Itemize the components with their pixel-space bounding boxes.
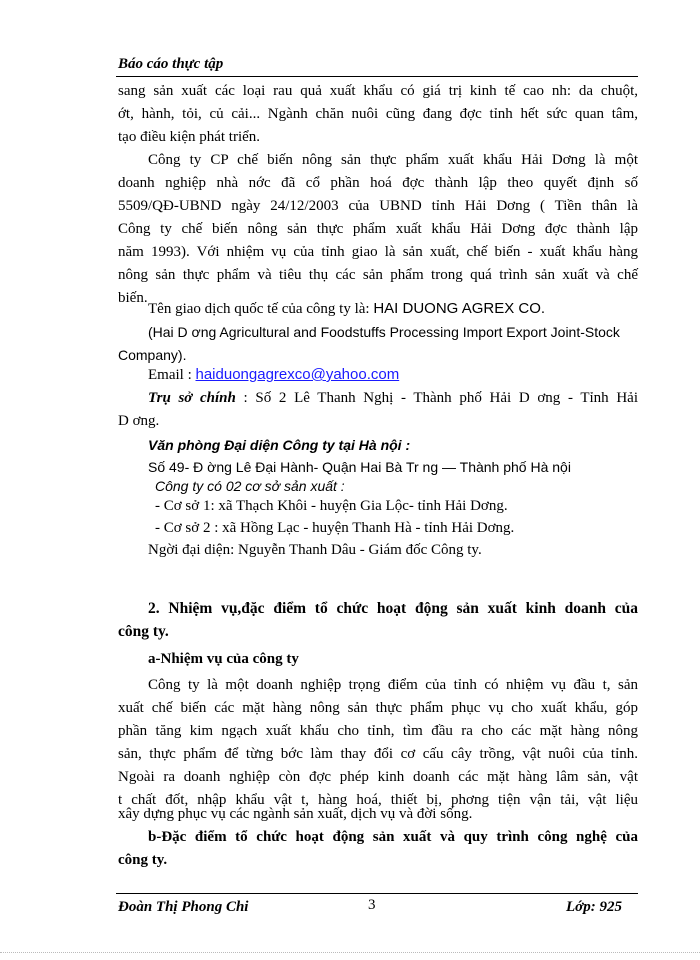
company-line-7: biến. — [118, 290, 148, 306]
footer-page-number: 3 — [368, 897, 376, 913]
sub-a-line-4: sản, thực phẩm để từng bớc làm thay đổi cơ cấu cây trồng, vật nuôi của tỉnh. — [118, 746, 638, 762]
sub-a-line-5: Ngoài ra doanh nghiệp còn đợc phép kinh doanh các mặt hàng lâm sản, vật — [118, 769, 638, 785]
header-title: Báo cáo thực tập — [118, 56, 224, 72]
email-label: Email : — [148, 367, 196, 383]
section-2-heading-line-2: công ty. — [118, 623, 169, 640]
head-office-address: : Số 2 Lê Thanh Nghị - Thành phố Hải D ơng - Tỉnh Hải — [235, 390, 638, 406]
facility-2: - Cơ sở 2 : xã Hồng Lạc - huyện Thanh Hà - tỉnh Hải Dơng. — [155, 520, 515, 536]
company-line-1: Công ty CP chế biến nông sản thực phẩm xuất khẩu Hải Dơng là một — [148, 152, 638, 168]
intro-line-2: ớt, hành, tỏi, củ cải... Ngành chăn nuôi cũng đang đợc tỉnh hết sức quan tâm, — [118, 106, 638, 122]
trade-name-label: Tên giao dịch quốc tế của công ty là: — [148, 301, 374, 317]
sub-b-title-line-1: b-Đặc điểm tổ chức hoạt động sản xuất và quy trình công nghệ của — [148, 829, 638, 845]
facilities-title: Công ty có 02 cơ sở sản xuất : — [155, 478, 345, 494]
head-office-line-1 — [148, 389, 638, 407]
footer-class: Lớp: 925 — [566, 899, 622, 915]
sub-a-line-6: t chất đốt, nhập khẩu vật t, hàng hoá, thiết bị, phơng tiện vận tải, vật liệu — [118, 792, 638, 808]
trade-name-line — [148, 300, 545, 318]
company-line-3: 5509/QĐ-UBND ngày 24/12/2003 của UBND tỉnh Hải Dơng ( Tiền thân là — [118, 198, 638, 214]
hanoi-office-address: Số 49- Đ ờng Lê Đại Hành- Quận Hai Bà Tr ng — Thành phố Hà nội — [148, 459, 571, 475]
company-line-6: nông sản thực phẩm và tiêu thụ các sản phẩm trong quá trình sản xuất và chế — [118, 267, 638, 283]
email-line — [148, 366, 399, 384]
sub-a-title: a-Nhiệm vụ của công ty — [148, 651, 299, 667]
sub-a-line-2: xuất chế biến các mặt hàng nông sản thực phẩm phục vụ cho xuất khẩu, góp — [118, 700, 638, 716]
footer-author: Đoàn Thị Phong Chi — [118, 899, 249, 915]
intro-line-3: tạo điều kiện phát triển. — [118, 129, 261, 145]
section-2-heading-line-1: 2. Nhiệm vụ,đặc điểm tổ chức hoạt động sản xuất kinh doanh của — [148, 600, 638, 617]
sub-b-title-line-2: công ty. — [118, 852, 168, 868]
footer-rule — [116, 893, 638, 894]
english-name-line-2: Company). — [118, 347, 187, 363]
head-office-label: Trụ sở chính — [148, 390, 236, 406]
trade-name-value: HAI DUONG AGREX CO. — [373, 300, 546, 317]
company-line-5: năm 1993). Với nhiệm vụ của tỉnh giao là sản xuất, chế biến - xuất khẩu hàng — [118, 244, 638, 260]
sub-a-line-3: phần tăng kim ngạch xuất khẩu cho tỉnh, tìm đầu ra cho các mặt hàng nông — [118, 723, 638, 739]
hanoi-office-title: Văn phòng Đại diện Công ty tại Hà nội : — [148, 437, 411, 453]
facility-1: - Cơ sở 1: xã Thạch Khôi - huyện Gia Lộc- tỉnh Hải Dơng. — [155, 498, 508, 514]
company-line-2: doanh nghiệp nhà nớc đã cổ phần hoá đợc thành lập theo quyết định số — [118, 175, 638, 191]
page-edge-dotted-rule — [0, 952, 700, 953]
company-line-4: Công ty chế biến nông sản thực phẩm xuất khẩu Hải Dơng đợc thành lập — [118, 221, 638, 237]
sub-a-line-1: Công ty là một doanh nghiệp trọng điểm của tỉnh có nhiệm vụ đầu t, sản — [148, 677, 638, 693]
email-link[interactable]: haiduongagrexco@yahoo.com — [195, 366, 400, 383]
intro-line-1: sang sản xuất các loại rau quả xuất khẩu có giá trị kinh tế cao nh: da chuột, — [118, 83, 638, 99]
sub-a-line-7: xây dựng phục vụ các ngành sản xuất, dịch vụ và đời sống. — [118, 806, 473, 822]
head-office-line-2: D ơng. — [118, 413, 160, 429]
english-name-line-1: (Hai D ơng Agricultural and Foodstuffs Processing Import Export Joint-Stock — [148, 324, 620, 340]
representative-line: Ngời đại diện: Nguyễn Thanh Dâu - Giám đốc Công ty. — [148, 542, 482, 558]
header-rule — [116, 76, 638, 77]
